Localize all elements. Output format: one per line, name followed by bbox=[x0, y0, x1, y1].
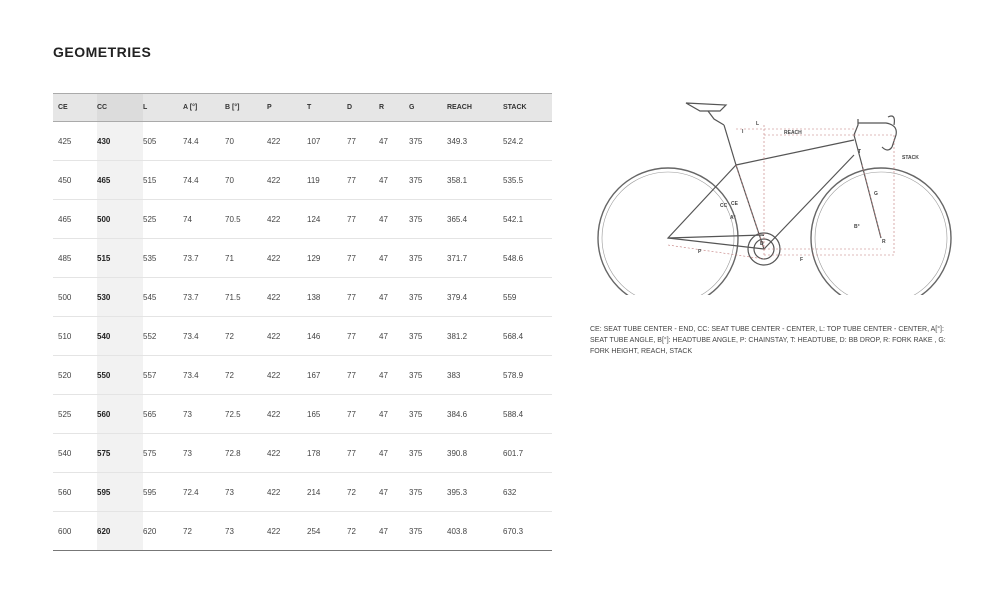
cell-ce: 485 bbox=[53, 239, 97, 278]
cell-r: 47 bbox=[379, 473, 409, 512]
cell-g: 375 bbox=[409, 395, 447, 434]
cell-ce: 560 bbox=[53, 473, 97, 512]
cell-d: 77 bbox=[347, 356, 379, 395]
geometry-table bbox=[53, 93, 552, 551]
cell-ce: 600 bbox=[53, 512, 97, 551]
cell-l: 595 bbox=[143, 473, 183, 512]
cell-stack: 632 bbox=[503, 473, 552, 512]
header-ce: CE bbox=[53, 94, 97, 122]
table-header-row bbox=[53, 94, 552, 122]
rear-wheel bbox=[598, 168, 738, 295]
table-row bbox=[53, 473, 552, 512]
header-r: R bbox=[379, 94, 409, 122]
table-row bbox=[53, 395, 552, 434]
page-title: GEOMETRIES bbox=[53, 44, 152, 60]
cell-p: 422 bbox=[267, 200, 307, 239]
cell-a: 72.4 bbox=[183, 473, 225, 512]
cell-l: 575 bbox=[143, 434, 183, 473]
cell-a: 74.4 bbox=[183, 161, 225, 200]
diagram-label-stack: STACK bbox=[902, 155, 919, 161]
cell-reach: 365.4 bbox=[447, 200, 503, 239]
cell-cc: 595 bbox=[97, 473, 143, 512]
cell-cc: 575 bbox=[97, 434, 143, 473]
cell-p: 422 bbox=[267, 317, 307, 356]
front-wheel bbox=[811, 168, 951, 295]
diagram-label-d: D bbox=[760, 241, 764, 247]
diagram-label-i: I bbox=[742, 129, 744, 135]
cell-l: 565 bbox=[143, 395, 183, 434]
cell-b: 72.5 bbox=[225, 395, 267, 434]
cell-ce: 425 bbox=[53, 122, 97, 161]
cell-l: 515 bbox=[143, 161, 183, 200]
cell-cc: 515 bbox=[97, 239, 143, 278]
cell-cc: 430 bbox=[97, 122, 143, 161]
header-g: G bbox=[409, 94, 447, 122]
cell-a: 73.4 bbox=[183, 317, 225, 356]
cell-g: 375 bbox=[409, 473, 447, 512]
cell-b: 71.5 bbox=[225, 278, 267, 317]
diagram-label-t: T bbox=[858, 149, 862, 155]
diagram-label-b: B° bbox=[854, 224, 860, 230]
cell-p: 422 bbox=[267, 434, 307, 473]
cell-d: 77 bbox=[347, 200, 379, 239]
cell-g: 375 bbox=[409, 356, 447, 395]
cell-ce: 465 bbox=[53, 200, 97, 239]
cell-cc: 465 bbox=[97, 161, 143, 200]
cell-b: 71 bbox=[225, 239, 267, 278]
cell-cc: 500 bbox=[97, 200, 143, 239]
diagram-label-reach: REACH bbox=[784, 130, 802, 136]
cell-a: 73.7 bbox=[183, 278, 225, 317]
cell-b: 70 bbox=[225, 122, 267, 161]
cell-g: 375 bbox=[409, 239, 447, 278]
cell-cc: 540 bbox=[97, 317, 143, 356]
cell-r: 47 bbox=[379, 239, 409, 278]
header-b: B [°] bbox=[225, 94, 267, 122]
cell-t: 165 bbox=[307, 395, 347, 434]
cell-g: 375 bbox=[409, 512, 447, 551]
table-row bbox=[53, 200, 552, 239]
cell-r: 47 bbox=[379, 512, 409, 551]
cell-t: 214 bbox=[307, 473, 347, 512]
cell-t: 254 bbox=[307, 512, 347, 551]
cell-reach: 384.6 bbox=[447, 395, 503, 434]
cell-p: 422 bbox=[267, 278, 307, 317]
cell-cc: 530 bbox=[97, 278, 143, 317]
cell-ce: 510 bbox=[53, 317, 97, 356]
cell-reach: 358.1 bbox=[447, 161, 503, 200]
cell-d: 72 bbox=[347, 473, 379, 512]
cell-p: 422 bbox=[267, 161, 307, 200]
cell-r: 47 bbox=[379, 161, 409, 200]
cell-ce: 540 bbox=[53, 434, 97, 473]
cell-d: 77 bbox=[347, 122, 379, 161]
cell-t: 129 bbox=[307, 239, 347, 278]
cell-reach: 349.3 bbox=[447, 122, 503, 161]
cell-t: 119 bbox=[307, 161, 347, 200]
cell-t: 146 bbox=[307, 317, 347, 356]
cell-g: 375 bbox=[409, 122, 447, 161]
cell-b: 70.5 bbox=[225, 200, 267, 239]
cell-g: 375 bbox=[409, 434, 447, 473]
diagram-label-r: R bbox=[882, 239, 886, 245]
cell-g: 375 bbox=[409, 161, 447, 200]
cell-ce: 450 bbox=[53, 161, 97, 200]
cell-a: 73 bbox=[183, 395, 225, 434]
header-reach: REACH bbox=[447, 94, 503, 122]
cell-b: 72 bbox=[225, 356, 267, 395]
table-row bbox=[53, 434, 552, 473]
cell-stack: 601.7 bbox=[503, 434, 552, 473]
cell-d: 72 bbox=[347, 512, 379, 551]
cell-ce: 500 bbox=[53, 278, 97, 317]
cell-stack: 542.1 bbox=[503, 200, 552, 239]
cell-cc: 560 bbox=[97, 395, 143, 434]
diagram-label-g: G bbox=[874, 191, 878, 197]
cell-l: 552 bbox=[143, 317, 183, 356]
cell-r: 47 bbox=[379, 200, 409, 239]
cell-p: 422 bbox=[267, 122, 307, 161]
cell-cc: 550 bbox=[97, 356, 143, 395]
cell-d: 77 bbox=[347, 317, 379, 356]
cell-d: 77 bbox=[347, 161, 379, 200]
cell-t: 107 bbox=[307, 122, 347, 161]
cell-reach: 403.8 bbox=[447, 512, 503, 551]
cell-ce: 520 bbox=[53, 356, 97, 395]
header-a: A [°] bbox=[183, 94, 225, 122]
cell-ce: 525 bbox=[53, 395, 97, 434]
table-row bbox=[53, 356, 552, 395]
cell-a: 72 bbox=[183, 512, 225, 551]
cell-b: 72 bbox=[225, 317, 267, 356]
header-stack: STACK bbox=[503, 94, 552, 122]
diagram-label-f: F bbox=[800, 257, 804, 263]
cell-cc: 620 bbox=[97, 512, 143, 551]
bike-frame bbox=[668, 103, 896, 265]
cell-stack: 578.9 bbox=[503, 356, 552, 395]
cell-reach: 390.8 bbox=[447, 434, 503, 473]
diagram-label-cc: CC bbox=[720, 203, 728, 209]
cell-p: 422 bbox=[267, 473, 307, 512]
cell-d: 77 bbox=[347, 278, 379, 317]
header-t: T bbox=[307, 94, 347, 122]
header-l: L bbox=[143, 94, 183, 122]
cell-stack: 524.2 bbox=[503, 122, 552, 161]
cell-reach: 379.4 bbox=[447, 278, 503, 317]
cell-r: 47 bbox=[379, 278, 409, 317]
bike-geometry-diagram bbox=[596, 95, 956, 295]
cell-b: 70 bbox=[225, 161, 267, 200]
cell-l: 557 bbox=[143, 356, 183, 395]
header-d: D bbox=[347, 94, 379, 122]
cell-t: 138 bbox=[307, 278, 347, 317]
diagram-label-p: P bbox=[698, 249, 702, 255]
table-row bbox=[53, 317, 552, 356]
cell-g: 375 bbox=[409, 317, 447, 356]
table-row bbox=[53, 278, 552, 317]
cell-l: 545 bbox=[143, 278, 183, 317]
cell-t: 167 bbox=[307, 356, 347, 395]
diagram-label-ce: CE bbox=[731, 201, 738, 207]
cell-stack: 568.4 bbox=[503, 317, 552, 356]
cell-t: 124 bbox=[307, 200, 347, 239]
cell-r: 47 bbox=[379, 356, 409, 395]
cell-d: 77 bbox=[347, 395, 379, 434]
table-row bbox=[53, 239, 552, 278]
cell-t: 178 bbox=[307, 434, 347, 473]
diagram-label-l: L bbox=[756, 121, 760, 127]
cell-p: 422 bbox=[267, 356, 307, 395]
table-row bbox=[53, 161, 552, 200]
cell-reach: 383 bbox=[447, 356, 503, 395]
cell-r: 47 bbox=[379, 434, 409, 473]
cell-stack: 559 bbox=[503, 278, 552, 317]
cell-b: 73 bbox=[225, 473, 267, 512]
cell-r: 47 bbox=[379, 122, 409, 161]
cell-a: 74 bbox=[183, 200, 225, 239]
diagram-label-a: A° bbox=[730, 215, 736, 221]
cell-r: 47 bbox=[379, 317, 409, 356]
cell-b: 72.8 bbox=[225, 434, 267, 473]
cell-l: 525 bbox=[143, 200, 183, 239]
cell-d: 77 bbox=[347, 239, 379, 278]
cell-a: 73.4 bbox=[183, 356, 225, 395]
cell-r: 47 bbox=[379, 395, 409, 434]
table-row bbox=[53, 512, 552, 551]
cell-a: 73.7 bbox=[183, 239, 225, 278]
cell-a: 74.4 bbox=[183, 122, 225, 161]
cell-d: 77 bbox=[347, 434, 379, 473]
cell-stack: 588.4 bbox=[503, 395, 552, 434]
cell-stack: 548.6 bbox=[503, 239, 552, 278]
cell-l: 505 bbox=[143, 122, 183, 161]
cell-reach: 371.7 bbox=[447, 239, 503, 278]
cell-l: 620 bbox=[143, 512, 183, 551]
header-cc: CC bbox=[97, 94, 143, 122]
table-row bbox=[53, 122, 552, 161]
cell-l: 535 bbox=[143, 239, 183, 278]
cell-stack: 670.3 bbox=[503, 512, 552, 551]
cell-g: 375 bbox=[409, 200, 447, 239]
cell-b: 73 bbox=[225, 512, 267, 551]
geometry-legend: CE: SEAT TUBE CENTER - END, CC: SEAT TUBE CENTER - CENTER, L: TOP TUBE CENTER - CENTER, A[°]: SEAT TUBE ANGLE, B[°]: HEADTUBE ANGLE, P: CHAINSTAY, T: HEADTUBE, D: BB DROP, R: FORK RAKE , G: FORK HEIGHT, REACH, STACK bbox=[590, 326, 946, 355]
cell-reach: 381.2 bbox=[447, 317, 503, 356]
cell-g: 375 bbox=[409, 278, 447, 317]
cell-p: 422 bbox=[267, 512, 307, 551]
cell-p: 422 bbox=[267, 239, 307, 278]
header-p: P bbox=[267, 94, 307, 122]
cell-reach: 395.3 bbox=[447, 473, 503, 512]
cell-p: 422 bbox=[267, 395, 307, 434]
cell-stack: 535.5 bbox=[503, 161, 552, 200]
cell-a: 73 bbox=[183, 434, 225, 473]
